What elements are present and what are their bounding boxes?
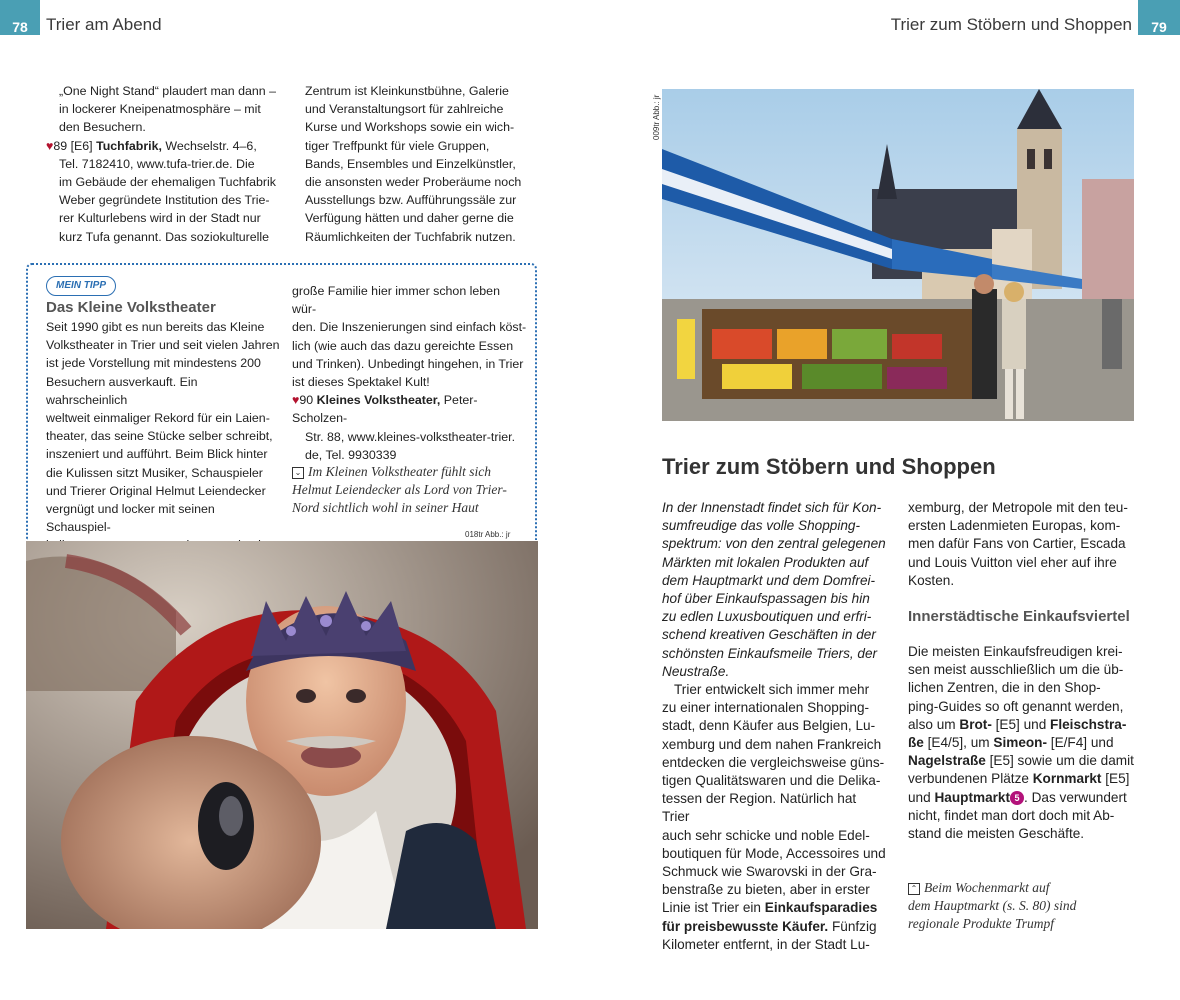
running-head-left: Trier am Abend <box>46 15 162 34</box>
photo-caption-volkstheater: ⌄ Im Kleinen Volkstheater fühlt sich Helmut Leiendecker als Lord von Trier- Nord sichtlich wohl in seiner Haut <box>292 464 507 515</box>
body-column-left: Trier entwickelt sich immer mehr zu einer internationalen Shopping- stadt, denn Käufer aus Belgien, Lu- xemburg und dem nahen Frankreich entdecken die vergleichsweise güns- tigen Qualitätswaren und die Delika- tessen der Region. Natürlich hat Trier auch sehr schicke und noble Edel- boutiquen für Mode, Accessoires und Schmuck wie Swarovski in der Gra- benstraße zu bieten, aber in erster Linie ist Trier ein Einkaufsparadies für preisbewusste Käufer. Fünfzig Kilometer entfernt, in der Stadt Lu- <box>662 682 886 952</box>
intro-paragraph: In der Innenstadt findet sich für Kon- sumfreudige das volle Shopping- spektrum: von den zentral gelegenen Märkten mit lokalen Produkten auf dem Hauptmarkt und dem Domfrei- hof über Einkaufspassagen bis hin zu edlen Luxusboutiquen und erfri- schend kreativen Geschäften in der schönsten Einkaufsmeile Triers, der Neustraße. <box>662 500 886 679</box>
caption-arrow-icon: ⌃ <box>908 883 920 895</box>
heart-icon: ♥ <box>292 393 300 408</box>
tip-title: Das Kleine Volkstheater <box>46 299 216 316</box>
photo-credit-right: 009tr Abb.: jr <box>652 94 661 140</box>
photo-caption-market: ⌃ Beim Wochenmarkt auf dem Hauptmarkt (s. S. 80) sind regionale Produkte Trumpf <box>908 880 1077 931</box>
section-heading: Trier zum Stöbern und Shoppen <box>662 454 996 479</box>
photo-market-illustration <box>662 89 1134 421</box>
running-head-right: Trier zum Stöbern und Shoppen <box>890 15 1132 34</box>
venue-entry-volkstheater: ♥90 Kleines Volkstheater, Peter-Scholzen- <box>292 393 478 426</box>
body-column-right-intro: xemburg, der Metropole mit den teu- ersten Ladenmieten Europas, kom- men dafür Fans von Cartier, Escada und Louis Vuitton viel eher auf ihre Kosten. <box>908 500 1128 588</box>
caption-arrow-icon: ⌄ <box>292 467 304 479</box>
text-column-1: „One Night Stand“ plaudert man dann – in lockerer Kneipenatmosphäre – mit den Besuchern. ♥89 [E6] Tuchfabrik, Wechselstr. 4–6, Tel. 7182410, www.tufa-trier.de. Die im Gebäude der ehemaligen Tuchfabrik Weber gegründete Institution des Trie- rer Kulturlebens wird in der Stadt nur kurz Tufa genannt. Das soziokulturelle <box>59 82 284 246</box>
body-column-right: Die meisten Einkaufsfreudigen krei- sen meist ausschließlich um die üb- lichen Zentren, die in den Shop- ping-Guides so oft genannt werden, also um Brot- [E5] und Fleischstra- ße [E4/5], um Simeon- [E/F4] und Nagelstraße [E5] sowie um die damit verbundenen Plätze Kornmarkt [E5] und Hauptmarkt 5 . Das verwundert nicht, findet man dort doch mit Ab- stand die meisten Geschäfte. <box>908 644 1134 842</box>
mein-tipp-badge: MEIN TIPP <box>46 276 116 296</box>
tip-column-1: Seit 1990 gibt es nun bereits das Kleine Volkstheater in Trier und seit vielen Jahren ist jede Vorstellung mit mindestens 200 Besuchern ausverkauft. Ein wahrscheinlich weltweit einmaliger Rekord für ein Laien- theater, das seine Stücke selber schreibt, inszeniert und aufführt. Beim Blick hinter die Kulissen sitzt Musiker, Schauspieler und Trierer Original Helmut Leiendecker vergnügt und locker mit seinen Schauspiel- <box>46 320 280 535</box>
page-number-right: 79 <box>1138 0 1180 35</box>
heart-icon: ♥ <box>46 138 54 153</box>
tip-column-2: große Familie hier immer schon leben wür- den. Die Inszenierungen sind einfach köst- lich (wie auch das dazu gereichte Essen und Trinken). Unbedingt hingehen, in Trier ist dieses Spektakel Kult! ♥90 Kleines Volkstheater, Peter-Scholzen- Str. 88, www.kleines-volkstheater-trier. de, Tel. 9930339 <box>292 284 527 462</box>
photo-credit-left: 018tr Abb.: jr <box>465 530 511 539</box>
photo-market <box>662 89 1134 421</box>
map-marker-badge: 5 <box>1010 791 1024 805</box>
text-column-2: Zentrum ist Kleinkunstbühne, Galerie und Veranstaltungsort für zahlreiche Kurse und Workshops sowie ein wich- tiger Treffpunkt für viele Gruppen, Bands, Ensembles und Einzelkünstler, die ansonsten weder Proberäume noch Ausstellungs bzw. Aufführungssäle zur Verfügung hätten und daher gerne die Räumlichkeiten der Tuchfabrik nutzen. <box>305 84 522 244</box>
venue-entry-tuchfabrik: ♥89 [E6] Tuchfabrik, Wechselstr. 4–6, <box>46 138 257 153</box>
subheading: Innerstädtische Einkaufsviertel <box>908 608 1130 625</box>
photo-actor <box>26 541 538 929</box>
page-number-left: 78 <box>0 0 40 35</box>
photo-actor-illustration <box>26 541 538 929</box>
